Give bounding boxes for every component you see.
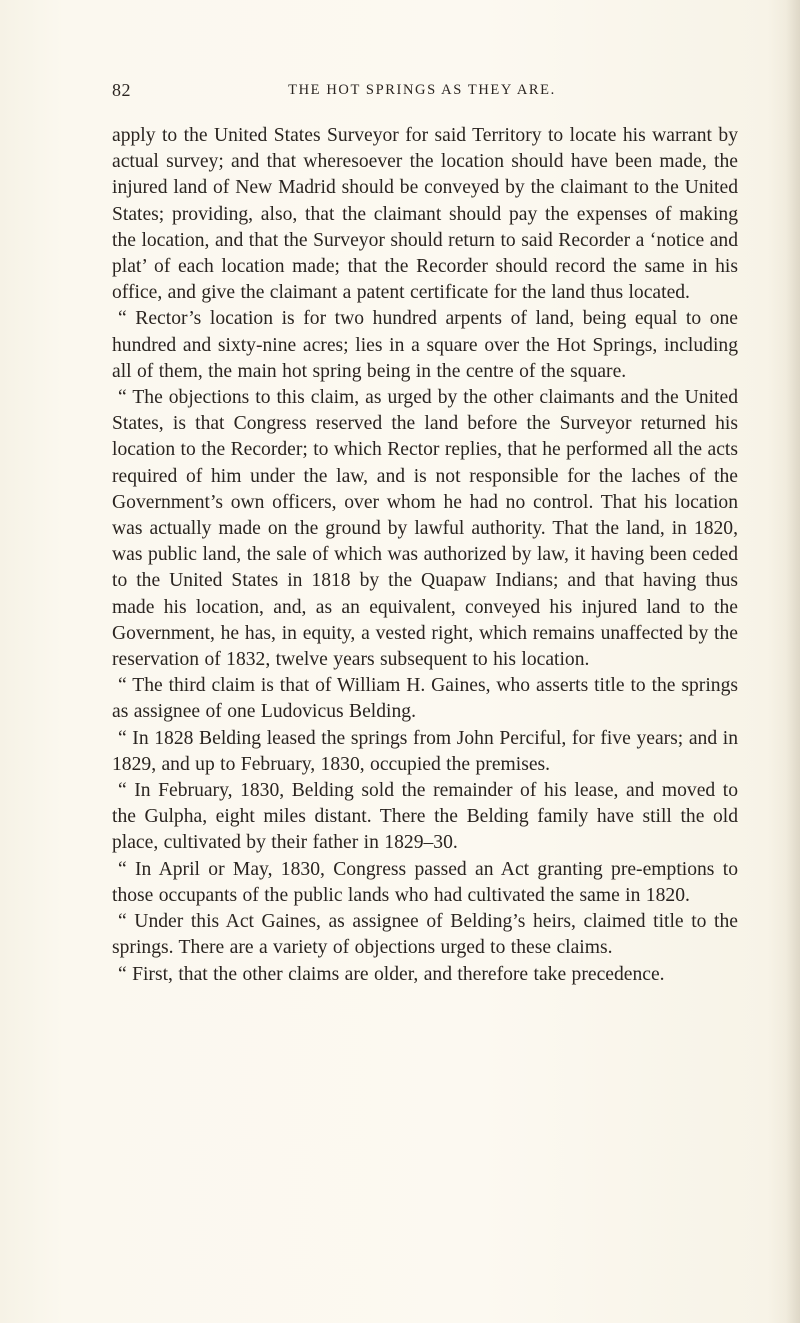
paragraph: “ In April or May, 1830, Congress passed an Act granting pre-emptions to those occupants of the public lands who had cultivated the same in 1820. [112, 858, 738, 906]
paragraph: “ Under this Act Gaines, as assignee of Belding’s heirs, claimed title to the springs. There are a variety of objections urged to these claims. [112, 911, 738, 959]
paragraph: “ The objections to this claim, as urged by the other claimants and the United States, is that Congress reserved the land before the Surveyor returned his location to the Recorder; to which Rector replies, that he performed all the acts required of him under the law, and is not responsible for the laches of the Government’s own officers, over whom he had no control. That his location was actually made on the ground by lawful authority. That the land, in 1820, was public land, the sale of which was authorized by law, it having been ceded to the United States in 1818 by the Quapaw Indians; and that having thus made his location, and, as an equivalent, conveyed his injured land to the Government, he has, in equity, a vested right, which remains unaffected by the reservation of 1832, twelve years subsequent to his location. [112, 387, 738, 671]
paragraph: “ First, that the other claims are older, and therefore take precedence. [118, 963, 665, 985]
page-number: 82 [112, 80, 131, 100]
paragraph: “ Rector’s location is for two hundred arpents of land, being equal to one hundred and sixty-nine acres; lies in a square over the Hot Springs, including all of them, the main hot spring being in the centre of the square. [112, 308, 738, 382]
paragraph: “ In February, 1830, Belding sold the remainder of his lease, and moved to the Gulpha, eight miles distant. There the Belding family have still the old place, cultivated by their father in 1829–30. [112, 780, 738, 854]
page-header [112, 80, 712, 104]
running-head: THE HOT SPRINGS AS THEY ARE. [288, 82, 556, 98]
paragraph: apply to the United States Surveyor for said Territory to locate his warrant by actual survey; and that wheresoever the location should have been made, the injured land of New Madrid should be conveyed by the claimant to the United States; providing, also, that the claimant should pay the expenses of making the location, and that the Surveyor should return to said Recorder a ‘notice and plat’ of each location made; that the Recorder should record the same in his office, and give the claimant a patent certificate for the land thus located. [112, 125, 738, 304]
page-edge-shadow [786, 0, 800, 1323]
body-text [112, 123, 738, 988]
paragraph: “ In 1828 Belding leased the springs from John Perciful, for five years; and in 1829, and up to February, 1830, occupied the premises. [112, 727, 738, 775]
paragraph: “ The third claim is that of William H. Gaines, who asserts title to the springs as assignee of one Ludovicus Belding. [112, 675, 738, 723]
